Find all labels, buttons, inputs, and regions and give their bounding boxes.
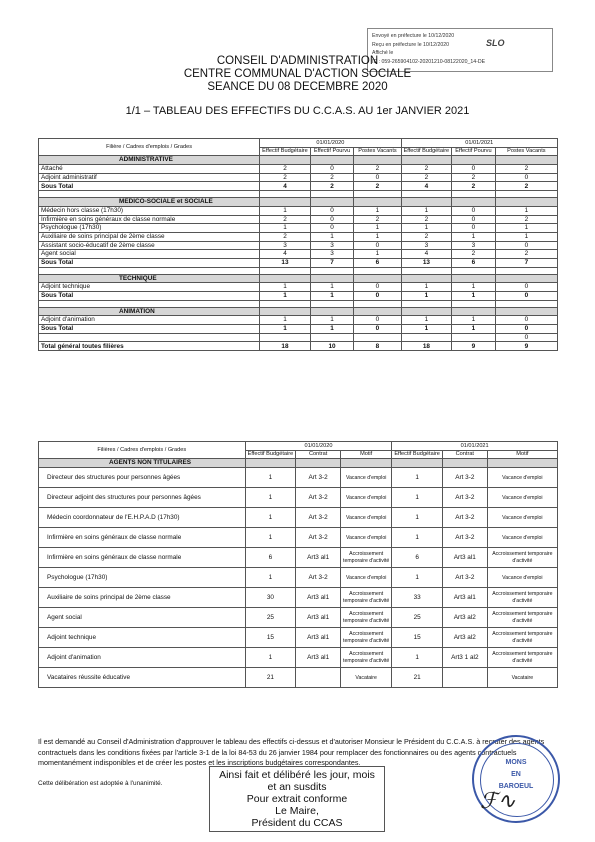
t2-row-value: Accroissement temporaire d'activité [487, 608, 557, 628]
t1-row-value: 0 [310, 165, 354, 174]
t2-row-value: Accroissement temporaire d'activité [487, 648, 557, 668]
t1-col-budgetaire-2021: Effectif Budgétaire [401, 147, 452, 156]
t1-row [39, 165, 558, 174]
t2-row-value: 1 [245, 568, 296, 588]
t2-row-value: Accroissement temporaire d'activité [341, 548, 392, 568]
t1-row-value: 3 [310, 241, 354, 250]
t1-row-value: 2 [495, 182, 557, 191]
t2-row-value: 33 [392, 588, 443, 608]
t1-total-value: 9 [495, 342, 557, 351]
sign-line-2: et an susdits [267, 781, 327, 793]
t2-row-value: Accroissement temporaire d'activité [487, 628, 557, 648]
t2-row-value: Art 3-2 [296, 468, 341, 488]
t2-row-value [296, 668, 341, 688]
t2-row-value: 21 [392, 668, 443, 688]
t1-col-budgetaire: Effectif Budgétaire [260, 147, 311, 156]
t1-row [39, 182, 558, 191]
t2-row-value: Art 3-2 [296, 568, 341, 588]
t1-row-label: Médecin hors classe (17h30) [39, 206, 260, 215]
t1-row-value: 4 [260, 250, 311, 259]
t2-row-value: Art3 al1 [296, 588, 341, 608]
stamp-line-3: Affiché le [372, 50, 394, 57]
t1-row-value: 0 [310, 206, 354, 215]
t1-row-label: Auxiliaire de soins principal de 2ème classe [39, 232, 260, 241]
t1-row-value: 1 [354, 250, 401, 259]
t1-row-value: 1 [495, 206, 557, 215]
t1-total-value: 10 [310, 342, 354, 351]
t1-row-label: Adjoint administratif [39, 173, 260, 182]
sign-line-3: Pour extrait conforme [246, 793, 348, 805]
t2-row-value: 15 [245, 628, 296, 648]
t2-row-label: Directeur des structures pour personnes âgées [39, 468, 246, 488]
t2-row [39, 668, 558, 688]
t2-date-2021: 01/01/2021 [392, 442, 558, 451]
t2-row-value: Art3 al2 [442, 608, 487, 628]
t1-date-2020: 01/01/2020 [260, 139, 401, 148]
t2-col-filiere: Filières / Cadres d'emplois / Grades [39, 442, 246, 459]
t2-row [39, 488, 558, 508]
t1-row-label: Sous Total [39, 258, 260, 267]
t1-row-value: 0 [495, 316, 557, 325]
seal-mons: MONS [505, 759, 527, 766]
t1-row-value: 3 [310, 250, 354, 259]
t1-row [39, 232, 558, 241]
t1-row [39, 292, 558, 301]
t2-row-label: Vacataires réussite éducative [39, 668, 246, 688]
t1-row-value: 1 [401, 224, 452, 233]
t2-row-value: Art3 al2 [442, 628, 487, 648]
t1-row-label: Infirmière en soins généraux de classe normale [39, 215, 260, 224]
t2-row-value: Art 3-2 [442, 508, 487, 528]
t1-row-value: 1 [354, 224, 401, 233]
t1-row-value: 0 [310, 215, 354, 224]
t2-row-value: 1 [392, 528, 443, 548]
t1-row-value: 1 [260, 206, 311, 215]
t1-total-value: 8 [354, 342, 401, 351]
t2-row-value: Vacance d'emploi [487, 508, 557, 528]
t1-row-value: 2 [260, 215, 311, 224]
t2-row-value: Art 3-2 [296, 528, 341, 548]
t2-row-value: 25 [392, 608, 443, 628]
sign-line-5: Président du CCAS [251, 817, 343, 829]
t1-col-filiere: Filière / Cadres d'emplois / Grades [39, 139, 260, 156]
slo-logo: SLO [486, 38, 505, 48]
t2-row-value: 1 [245, 488, 296, 508]
t2-row-value: Accroissement temporaire d'activité [341, 588, 392, 608]
stamp-line-1: Envoyé en préfecture le 10/12/2020 [372, 33, 455, 39]
t2-row-value: Vacance d'emploi [341, 488, 392, 508]
t1-section-row [39, 198, 558, 207]
t2-row-value: Art 3-2 [442, 568, 487, 588]
t2-row-value: Art3 al1 [296, 548, 341, 568]
signature-block [209, 766, 385, 832]
t1-row-value: 2 [260, 232, 311, 241]
t1-row-value: 1 [260, 283, 311, 292]
t1-row-value: 0 [495, 325, 557, 334]
t1-row-value: 1 [401, 206, 452, 215]
t2-col-motif-2021: Motif [487, 450, 557, 459]
t1-row-value: 1 [452, 283, 496, 292]
deliberation-note: Cette délibération est adoptée à l'unanimité. [38, 780, 163, 787]
t1-row [39, 206, 558, 215]
seal-en: EN [511, 771, 521, 778]
t2-row-value: Vacance d'emploi [341, 528, 392, 548]
t1-row-value: 2 [260, 173, 311, 182]
t1-total-label: Total général toutes filières [39, 342, 260, 351]
t1-row-label: Assistant socio-éducatif de 2ème classe [39, 241, 260, 250]
header-line-1: CONSEIL D'ADMINISTRATION [216, 55, 379, 67]
t1-row-value: 1 [310, 325, 354, 334]
t1-row-value: 4 [401, 250, 452, 259]
t1-row-value: 1 [260, 316, 311, 325]
t2-row-value: Art3 al1 [296, 608, 341, 628]
deliberation-text: Il est demandé au Conseil d'Administration d'approuver le tableau des effectifs ci-dessus et d'autoriser Monsieur le Président du C.C.A.S. à recruter des agents contractuels dans les conditions fixées par l'article 3-1 de la loi 84-53 du 26 janvier 1984 pour remplacer des fonctionnaires ou des agents contractuels momentanément indisponibles et de créer les postes et les inscriptions budgétaires correspondantes. [38, 737, 545, 767]
t2-row-value: 1 [392, 568, 443, 588]
t2-row-value: Accroissement temporaire d'activité [341, 648, 392, 668]
t1-row-value: 1 [495, 224, 557, 233]
t1-row-value: 2 [401, 232, 452, 241]
stamp-line-4: ID : 059-265904102-20201210-08122020_14-DE [372, 58, 486, 65]
t1-row-value: 2 [452, 182, 496, 191]
t1-row-value: 0 [495, 173, 557, 182]
t1-row-value: 1 [354, 232, 401, 241]
t2-row-value: Art 3-2 [296, 488, 341, 508]
t2-row [39, 548, 558, 568]
t1-row-value: 2 [401, 215, 452, 224]
t1-row [39, 283, 558, 292]
t1-col-pourvu-2021: Effectif Pourvu [452, 147, 496, 156]
t1-row [39, 173, 558, 182]
t2-row-label: Médecin coordonnateur de l'E.H.P.A.D (17h30) [39, 508, 246, 528]
t2-row-value: 1 [245, 648, 296, 668]
t2-row-value: Vacance d'emploi [487, 468, 557, 488]
t1-row [39, 215, 558, 224]
t2-row [39, 628, 558, 648]
sign-line-1: Ainsi fait et délibéré les jour, mois [219, 769, 375, 781]
t1-section-row [39, 156, 558, 165]
t1-section-title: TECHNIQUE [39, 274, 260, 283]
t1-row-value: 0 [452, 224, 496, 233]
t1-row-value: 3 [401, 241, 452, 250]
t2-row-value: 6 [392, 548, 443, 568]
t2-row-value: 1 [392, 508, 443, 528]
t1-row-value: 2 [260, 165, 311, 174]
t2-row-value: Accroissement temporaire d'activité [487, 588, 557, 608]
t1-row-value: 1 [401, 316, 452, 325]
t1-row-value: 0 [495, 241, 557, 250]
t1-row-value [260, 333, 311, 342]
t2-row-label: Auxiliaire de soins principal de 2ème classe [39, 588, 246, 608]
t1-row-value: 1 [310, 283, 354, 292]
t1-row-value: 0 [495, 292, 557, 301]
t2-row-value: Art3 al1 [296, 648, 341, 668]
t2-col-contrat: Contrat [296, 450, 341, 459]
t1-row-value: 2 [310, 182, 354, 191]
t1-row-value: 1 [310, 292, 354, 301]
t1-total-value: 18 [260, 342, 311, 351]
t2-row-value: 25 [245, 608, 296, 628]
t2-row-label: Agent social [39, 608, 246, 628]
t1-row-label: Attaché [39, 165, 260, 174]
t1-row-value: 1 [452, 232, 496, 241]
t2-row-value: 1 [245, 468, 296, 488]
t1-row [39, 258, 558, 267]
t1-row-value: 1 [401, 283, 452, 292]
t1-row-value: 2 [452, 250, 496, 259]
t1-row-label [39, 333, 260, 342]
seal-baroeul: BAROEUL [498, 783, 534, 790]
t1-row-value: 2 [401, 165, 452, 174]
t2-row-value: 1 [392, 488, 443, 508]
t1-row-value: 0 [495, 333, 557, 342]
t1-row-value: 13 [401, 258, 452, 267]
t2-row-value: 1 [245, 528, 296, 548]
t1-row-value: 0 [354, 325, 401, 334]
t2-row-value: Vacance d'emploi [341, 508, 392, 528]
t1-row-value: 0 [452, 206, 496, 215]
t1-row-label: Sous Total [39, 182, 260, 191]
t1-row-value: 2 [354, 215, 401, 224]
t2-row-value: Vacataire [341, 668, 392, 688]
t2-row-value: Art 3-2 [442, 488, 487, 508]
t1-row-value: 7 [310, 258, 354, 267]
t1-section-title: MEDICO-SOCIALE et SOCIALE [39, 198, 260, 207]
t1-row-value: 6 [354, 258, 401, 267]
t2-col-contrat-2021: Contrat [442, 450, 487, 459]
t1-row [39, 241, 558, 250]
t2-row-value: Accroissement temporaire d'activité [487, 548, 557, 568]
t2-row-value: 6 [245, 548, 296, 568]
t2-row [39, 568, 558, 588]
t1-row-value: 1 [401, 292, 452, 301]
t1-total-value: 9 [452, 342, 496, 351]
t1-row-value: 1 [452, 292, 496, 301]
t1-row-value: 1 [310, 232, 354, 241]
t1-row-value: 3 [260, 241, 311, 250]
t1-row-value: 2 [354, 182, 401, 191]
t1-row-value: 3 [452, 241, 496, 250]
t1-col-vacants: Postes Vacants [354, 147, 401, 156]
t1-row-value: 1 [401, 325, 452, 334]
t1-row [39, 333, 558, 342]
t2-row [39, 468, 558, 488]
t1-row-value: 1 [452, 316, 496, 325]
t1-row-value: 1 [260, 224, 311, 233]
t2-row-value: Vacance d'emploi [487, 528, 557, 548]
effectifs-table-titulaires [38, 138, 558, 351]
t1-row-value: 1 [354, 206, 401, 215]
t1-row-label: Sous Total [39, 325, 260, 334]
t2-row-value: Art 3-2 [442, 468, 487, 488]
t2-row-value: Art3 al1 [442, 548, 487, 568]
t1-row-value: 13 [260, 258, 311, 267]
t1-row-value: 2 [310, 173, 354, 182]
t1-col-vacants-2021: Postes Vacants [495, 147, 557, 156]
header-line-3: SEANCE DU 08 DECEMBRE 2020 [207, 81, 388, 93]
t1-section-title: ANIMATION [39, 307, 260, 316]
t2-row [39, 648, 558, 668]
t1-row-value: 0 [354, 316, 401, 325]
sign-line-4: Le Maire, [275, 805, 319, 817]
t1-row-value: 0 [452, 165, 496, 174]
t1-row-value: 0 [310, 224, 354, 233]
t2-row [39, 508, 558, 528]
t2-row [39, 588, 558, 608]
t1-row-value: 1 [495, 232, 557, 241]
t2-row-value: Vacataire [487, 668, 557, 688]
stamp-line-2: Reçu en préfecture le 10/12/2020 [372, 41, 450, 48]
t1-row-label: Adjoint d'animation [39, 316, 260, 325]
t2-row-value: 1 [245, 508, 296, 528]
t2-row [39, 528, 558, 548]
t1-row-value: 1 [260, 325, 311, 334]
t1-row-value [354, 333, 401, 342]
t1-row [39, 325, 558, 334]
t1-row-value: 4 [260, 182, 311, 191]
t1-row-value [401, 333, 452, 342]
header-line-2: CENTRE COMMUNAL D'ACTION SOCIALE [183, 68, 412, 80]
t2-row-value: Vacance d'emploi [341, 468, 392, 488]
t2-row-value: 15 [392, 628, 443, 648]
t1-row-value: 2 [495, 215, 557, 224]
t1-row-value: 2 [401, 173, 452, 182]
t1-row-value: 2 [495, 165, 557, 174]
t2-col-budgetaire-2021: Effectif Budgétaire [392, 450, 443, 459]
t1-row-label: Agent social [39, 250, 260, 259]
t2-row-value: Vacance d'emploi [487, 488, 557, 508]
t1-row-value: 0 [452, 215, 496, 224]
t1-total-value: 18 [401, 342, 452, 351]
t1-row-value: 6 [452, 258, 496, 267]
t1-row-value: 4 [401, 182, 452, 191]
t1-row-value: 0 [354, 283, 401, 292]
t2-row-value: Art 3-2 [442, 528, 487, 548]
t1-total-row [39, 342, 558, 351]
t2-row-value: 30 [245, 588, 296, 608]
t1-col-pourvu: Effectif Pourvu [310, 147, 354, 156]
t2-date-2020: 01/01/2020 [245, 442, 392, 451]
t2-row-value: Art3 al1 [442, 588, 487, 608]
t1-row-value: 2 [354, 165, 401, 174]
effectifs-table-non-titulaires [38, 441, 558, 688]
t2-row-label: Adjoint technique [39, 628, 246, 648]
t1-row-value: 0 [354, 173, 401, 182]
t2-row-label: Infirmière en soins généraux de classe normale [39, 528, 246, 548]
t1-row-value [452, 333, 496, 342]
t2-row-value: Art3 1 al2 [442, 648, 487, 668]
t2-row-value: Art 3-2 [296, 508, 341, 528]
t2-section-title: AGENTS NON TITULAIRES [39, 459, 246, 468]
t1-row-value: 1 [260, 292, 311, 301]
t2-row-value: 1 [392, 468, 443, 488]
t1-row-value: 2 [452, 173, 496, 182]
t2-row-value: Art3 al1 [296, 628, 341, 648]
t2-row-value: Accroissement temporaire d'activité [341, 608, 392, 628]
t1-section-row [39, 307, 558, 316]
t2-col-motif: Motif [341, 450, 392, 459]
t1-date-2021: 01/01/2021 [401, 139, 557, 148]
t2-row-value: 1 [392, 648, 443, 668]
page-subtitle: 1/1 – TABLEAU DES EFFECTIFS DU C.C.A.S. AU 1er JANVIER 2021 [125, 105, 470, 117]
t2-col-budgetaire: Effectif Budgétaire [245, 450, 296, 459]
t1-row-value: 2 [495, 250, 557, 259]
t1-row-label: Psychologue (17h30) [39, 224, 260, 233]
t1-section-row [39, 274, 558, 283]
t1-row-value [310, 333, 354, 342]
t1-row [39, 224, 558, 233]
t1-row-value: 1 [452, 325, 496, 334]
t1-row-value: 7 [495, 258, 557, 267]
t1-row-value: 1 [310, 316, 354, 325]
t2-row-label: Psychologue (17h30) [39, 568, 246, 588]
t2-section-row [39, 459, 558, 468]
t2-row-value: Accroissement temporaire d'activité [341, 628, 392, 648]
t2-row-label: Directeur adjoint des structures pour personnes âgées [39, 488, 246, 508]
t1-row-label: Adjoint technique [39, 283, 260, 292]
handwritten-signature: ℱ∿ [480, 788, 516, 813]
t2-row-label: Infirmière en soins généraux de classe normale [39, 548, 246, 568]
t2-row-value: Vacance d'emploi [487, 568, 557, 588]
t2-row-label: Adjoint d'animation [39, 648, 246, 668]
t2-row [39, 608, 558, 628]
t2-row-value [442, 668, 487, 688]
t1-row-label: Sous Total [39, 292, 260, 301]
t1-row-value: 0 [354, 292, 401, 301]
t1-section-title: ADMINISTRATIVE [39, 156, 260, 165]
t1-row-value: 0 [495, 283, 557, 292]
t1-row-value: 0 [354, 241, 401, 250]
t2-row-value: Vacance d'emploi [341, 568, 392, 588]
t2-row-value: 21 [245, 668, 296, 688]
t1-row [39, 316, 558, 325]
t1-row [39, 250, 558, 259]
